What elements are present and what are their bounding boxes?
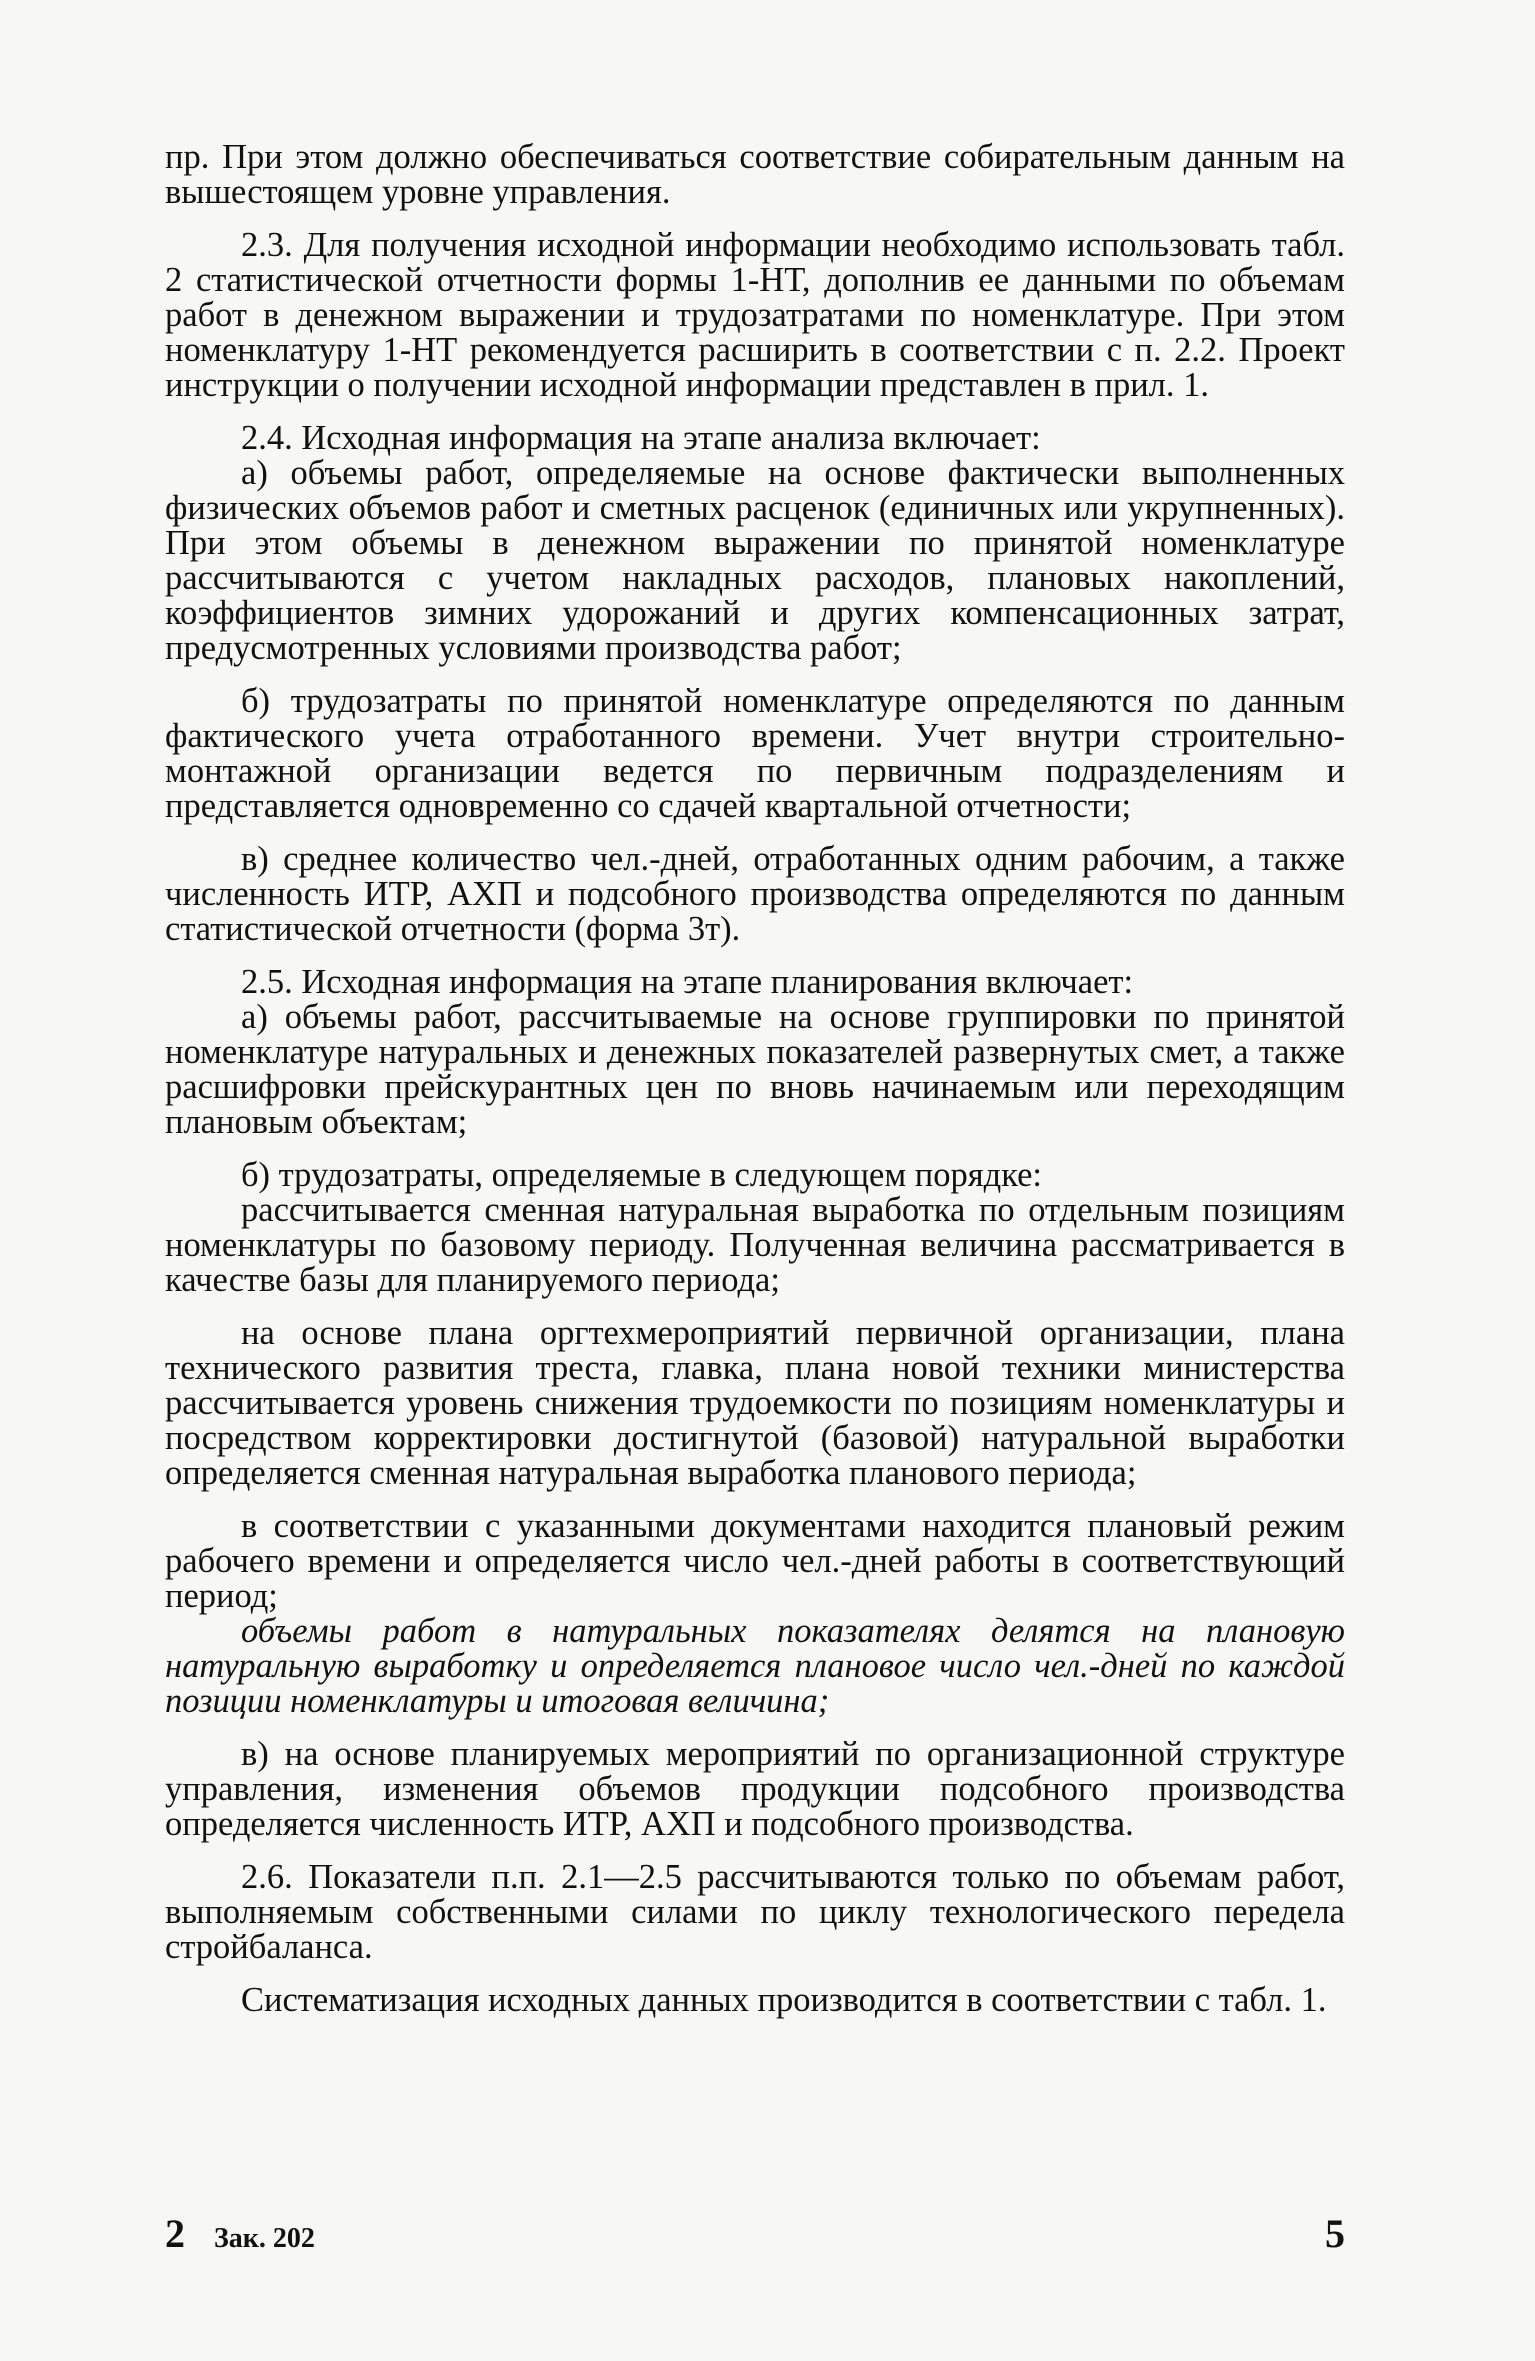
paragraph-2-5-v: в) на основе планируемых мероприятий по организационной структуре управления, изменения объемов продукции подсобного производства определяется численность ИТР, АХП и подсобного производства. — [165, 1735, 1345, 1843]
paragraph-systematization: Систематизация исходных данных производится в соответствии с табл. 1. — [241, 1981, 1327, 2019]
paragraph-2-4-a: а) объемы работ, определяемые на основе фактически выполненных физических объемов работ и сметных расценок (единичных или укрупненных). При этом объемы в денежном выражении по принятой номенклатуре рассчитываются с учетом накладных расходов, плановых накоплений, коэффициентов зимних удорожаний и других компенсационных затрат, предусмотренных условиями производства работ; — [165, 454, 1345, 667]
paragraph-continuation: пр. При этом должно обеспечиваться соответствие собирательным данным на вышестоящем уровне управления. — [165, 138, 1345, 211]
document-body — [165, 140, 1345, 2018]
page-footer — [165, 2210, 1345, 2260]
paragraph-2-5-b-step-1: рассчитывается сменная натуральная выработка по отдельным позициям номенклатуры по базовому периоду. Полученная величина рассматривается в качестве базы для планируемого периода; — [165, 1191, 1345, 1299]
order-number: Зак. 202 — [214, 2223, 315, 2254]
paragraph-2-4-v: в) среднее количество чел.-дней, отработанных одним рабочим, а также численность ИТР, АХП и подсобного производства определяются по данным статистической отчетности (форма 3т). — [165, 840, 1345, 948]
paragraph-2-4: 2.4. Исходная информация на этапе анализа включает: — [241, 419, 1041, 457]
signature-number: 2 — [165, 2211, 185, 2256]
page-number: 5 — [1325, 2211, 1345, 2256]
paragraph-2-5-b: б) трудозатраты, определяемые в следующем порядке: — [241, 1156, 1042, 1194]
paragraph-2-6: 2.6. Показатели п.п. 2.1—2.5 рассчитываются только по объемам работ, выполняемым собственными силами по циклу технологического передела стройбаланса. — [165, 1858, 1345, 1966]
paragraph-2-5: 2.5. Исходная информация на этапе планирования включает: — [241, 963, 1134, 1001]
paragraph-2-5-b-step-4: объемы работ в натуральных показателях делятся на плановую натуральную выработку и определяется плановое число чел.-дней по каждой позиции номенклатуры и итоговая величина; — [165, 1612, 1345, 1720]
printer-marks — [165, 2210, 315, 2257]
paragraph-2-4-b: б) трудозатраты по принятой номенклатуре определяются по данным фактического учета отработанного времени. Учет внутри строительно-монтажной организации ведется по первичным подразделениям и представляется одновременно со сдачей квартальной отчетности; — [165, 682, 1345, 825]
paragraph-2-3: 2.3. Для получения исходной информации необходимо использовать табл. 2 статистической отчетности формы 1-НТ, дополнив ее данными по объемам работ в денежном выражении и трудозатратами по номенклатуре. При этом номенклатуру 1-НТ рекомендуется расширить в соответствии с п. 2.2. Проект инструкции о получении исходной информации представлен в прил. 1. — [165, 226, 1345, 404]
paragraph-2-5-b-step-3: в соответствии с указанными документами находится плановый режим рабочего времени и определяется число чел.-дней работы в соответствующий период; — [165, 1507, 1345, 1615]
paragraph-2-5-b-step-2: на основе плана оргтехмероприятий первичной организации, плана технического развития треста, главка, плана новой техники министерства рассчитывается уровень снижения трудоемкости по позициям номенклатуры и посредством корректировки достигнутой (базовой) натуральной выработки определяется сменная натуральная выработка планового периода; — [165, 1314, 1345, 1492]
paragraph-2-5-a: а) объемы работ, рассчитываемые на основе группировки по принятой номенклатуре натуральных и денежных показателей развернутых смет, а также расшифровки прейскурантных цен по вновь начинаемым или переходящим плановым объектам; — [165, 998, 1345, 1141]
